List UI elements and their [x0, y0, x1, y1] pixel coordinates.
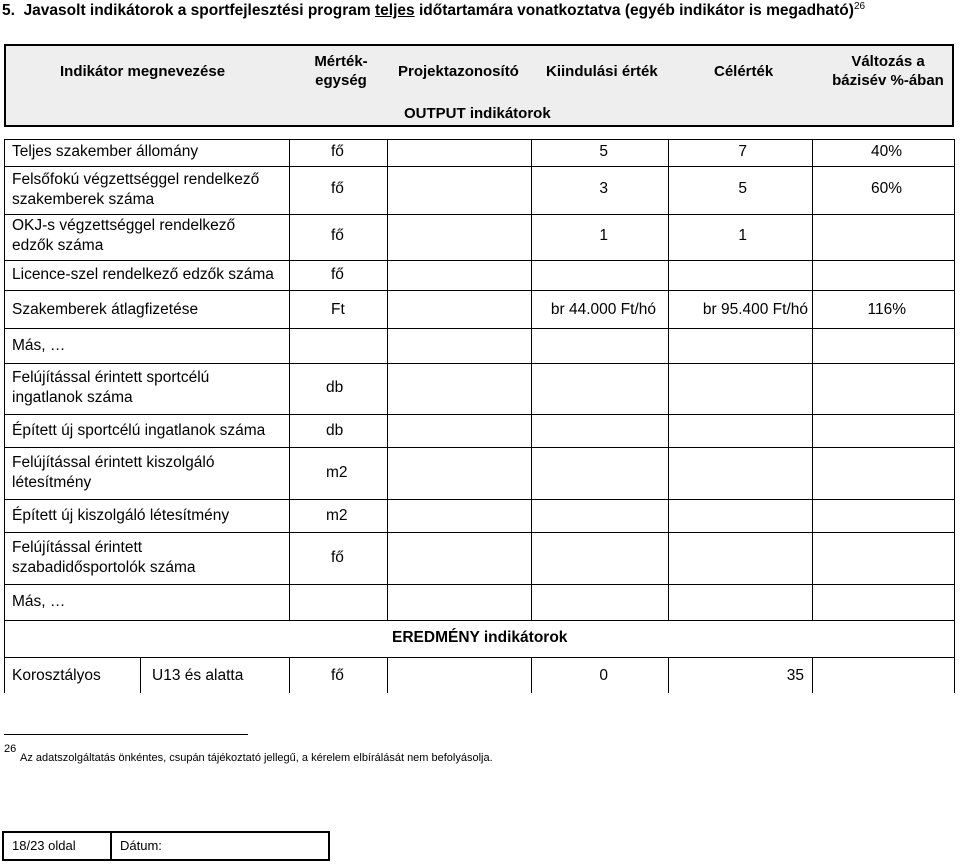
row-name: Felsőfokú végzettséggel rendelkező szakemberek száma	[12, 171, 260, 208]
header-name: Indikátor megnevezése	[60, 63, 226, 80]
row-unit: fő	[331, 180, 344, 197]
row-name: Szakemberek átlagfizetése	[12, 301, 199, 318]
row-start: 5	[599, 143, 608, 160]
row-name: Felújítással érintett kiszolgáló létesítmény	[12, 454, 215, 491]
row-change: 116%	[867, 301, 906, 318]
table-header	[4, 44, 954, 127]
row-unit: m2	[326, 464, 348, 481]
header-change-line2: bázisév %-ában	[832, 72, 944, 89]
result-unit: fő	[331, 667, 344, 684]
title-text-end: időtartamára vonatkoztatva (egyéb indikátor is megadható)	[414, 2, 854, 20]
table-line	[954, 620, 955, 657]
result-section-label: EREDMÉNY indikátorok	[392, 629, 568, 646]
table-line	[954, 139, 955, 620]
row-start: 3	[599, 180, 608, 197]
table-line	[4, 620, 954, 621]
row-target: br 95.400 Ft/hó	[702, 301, 808, 318]
table-line	[140, 657, 141, 693]
table-line	[531, 139, 532, 620]
row-name: Épített új kiszolgáló létesítmény	[12, 507, 230, 524]
row-target: 5	[738, 180, 747, 197]
header-start-value: Kiindulási érték	[546, 63, 658, 80]
row-name: OKJ-s végzettséggel rendelkező edzők száma	[12, 217, 236, 254]
section-title	[2, 1, 865, 20]
row-change: 60%	[870, 180, 902, 197]
row-unit: fő	[331, 227, 344, 244]
table-line	[954, 657, 955, 693]
table-line	[289, 139, 290, 620]
row-unit: m2	[326, 507, 348, 524]
table-line	[4, 657, 5, 693]
table-line	[668, 657, 669, 693]
row-unit: Ft	[331, 301, 345, 318]
result-name: Korosztályos	[12, 667, 101, 684]
table-line	[668, 139, 669, 620]
row-unit: fő	[331, 143, 344, 160]
title-text: Javasolt indikátorok a sportfejlesztési program	[23, 2, 376, 20]
table-line	[812, 139, 813, 620]
date-label: Dátum:	[110, 831, 330, 861]
footnote-separator	[4, 734, 248, 735]
result-start: 0	[599, 667, 608, 684]
table-line	[4, 620, 5, 657]
row-name: Licence-szel rendelkező edzők száma	[12, 266, 274, 283]
header-unit-line1: Mérték-	[314, 53, 368, 70]
header-unit-line2: egység	[315, 72, 367, 89]
row-unit: db	[326, 379, 344, 396]
row-unit: fő	[331, 549, 344, 566]
page-number: 18/23 oldal	[2, 831, 112, 861]
row-name: Más, …	[12, 593, 66, 610]
header-change-line1: Változás a	[851, 53, 925, 70]
output-section-label: OUTPUT indikátorok	[404, 105, 551, 122]
row-target: 1	[738, 227, 747, 244]
result-sub: U13 és alatta	[152, 667, 244, 684]
table-line	[289, 657, 290, 693]
row-name: Felújítással érintett szabadidősportolók száma	[12, 539, 196, 576]
header-unit	[306, 52, 376, 90]
table-line	[387, 657, 388, 693]
title-underlined: teljes	[375, 2, 415, 20]
header-target: Célérték	[714, 63, 774, 80]
row-target: 7	[738, 143, 747, 160]
row-change: 40%	[870, 143, 902, 160]
row-name: Felújítással érintett sportcélú ingatlanok száma	[12, 369, 210, 406]
footnote-number: 26	[4, 743, 17, 755]
table-line	[387, 139, 388, 620]
row-name: Épített új sportcélú ingatlanok száma	[12, 422, 266, 439]
section-number: 5.	[2, 2, 15, 20]
header-project-id: Projektazonosító	[398, 63, 519, 80]
header-change	[824, 52, 952, 90]
row-name: Más, …	[12, 337, 66, 354]
row-start: br 44.000 Ft/hó	[550, 301, 656, 318]
row-unit: db	[326, 422, 344, 439]
table-line	[812, 657, 813, 693]
result-target: 35	[786, 667, 804, 684]
footnote-text: Az adatszolgáltatás önkéntes, csupán tájékoztató jellegű, a kérelem elbírálását nem befolyásolja.	[20, 752, 493, 764]
footnote-ref: 26	[853, 1, 866, 12]
row-start: 1	[599, 227, 608, 244]
row-unit: fő	[331, 266, 344, 283]
row-name: Teljes szakember állomány	[12, 143, 199, 160]
table-line	[531, 657, 532, 693]
table-line	[4, 139, 5, 620]
